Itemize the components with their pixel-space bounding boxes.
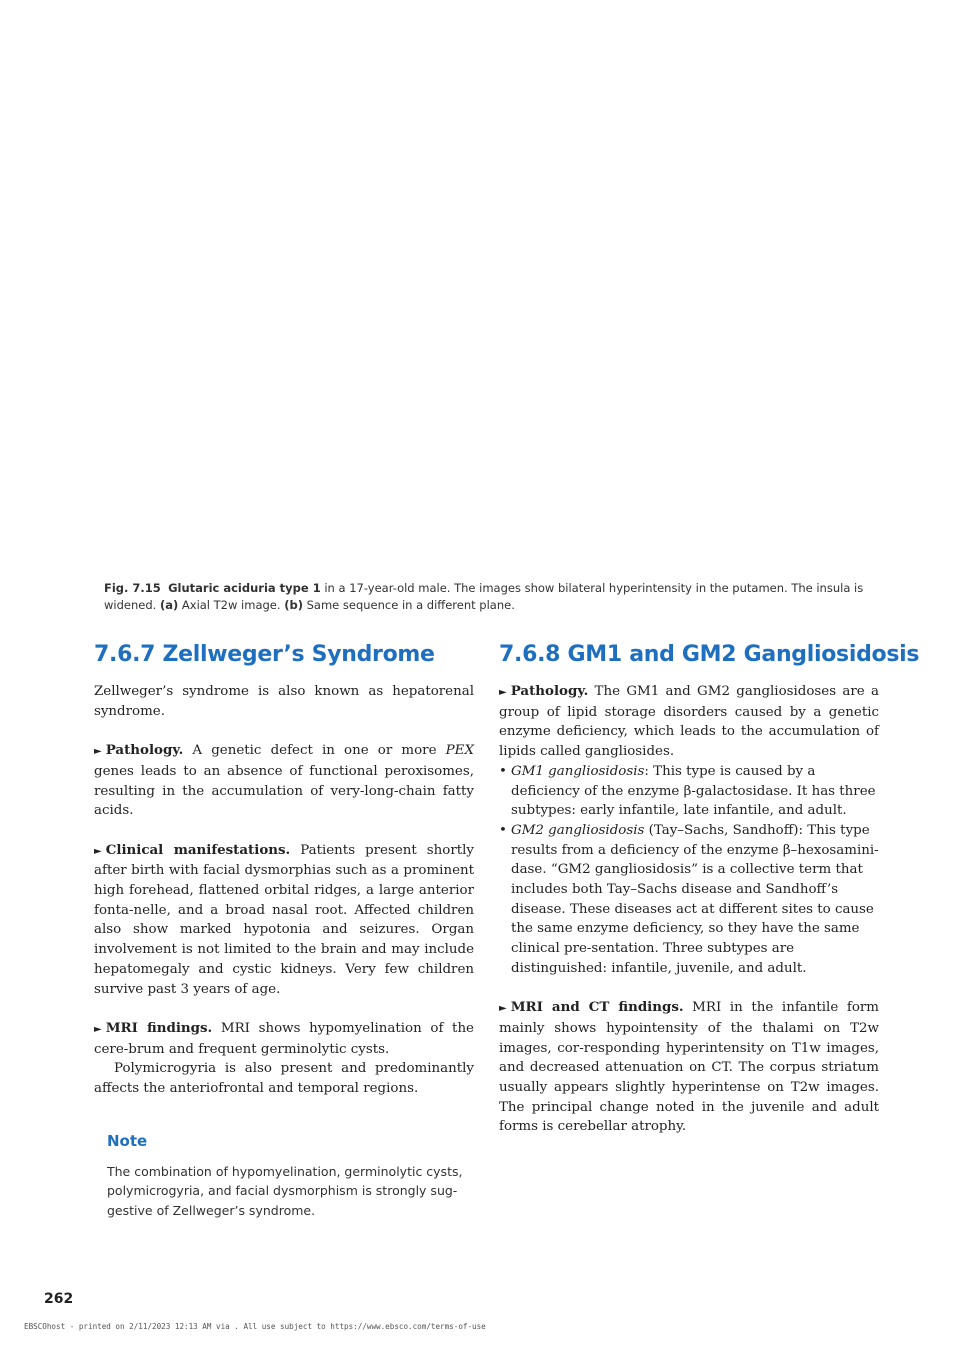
caption-label-b: (b) (284, 598, 303, 612)
note-body: The combination of hypomyelination, germinolytic cysts, polymicrogyria, and facial dysmorphism is strongly sug-gestive of Zellweger’s syndrome. (107, 1163, 463, 1218)
caption-text: in a 17-year-old male. The images show bilateral hyperintensity in the putamen. The insula is widened. (104, 581, 864, 612)
section-heading-zellweger: 7.6.7 Zellweger’s Syndrome (94, 642, 435, 667)
arrow-icon: ► (499, 687, 507, 698)
footer-notice: EBSCOhost - printed on 2/11/2023 12:13 AM via . All use subject to https://www.ebsco.com/terms-of-use (24, 1322, 486, 1331)
arrow-icon: ► (94, 1023, 102, 1035)
zellweger-mri: ► MRI findings. MRI shows hypomyelination of the cere-brum and frequent germinolytic cysts. (94, 1019, 474, 1057)
page-number: 262 (44, 1291, 74, 1307)
bullet-icon: • (499, 763, 507, 779)
clinical-label: Clinical manifestations. (105, 841, 291, 858)
list-item: • GM1 gangliosidosis: This type is caused by a deficiency of the enzyme β-galactosidase. It has three subtypes: early infantile, late infantile, and adult. (499, 763, 876, 819)
pex-gene: PEX (445, 743, 474, 759)
mri-ct-label: MRI and CT findings. (510, 999, 684, 1016)
bullet-icon: • (499, 822, 507, 838)
zellweger-intro: Zellweger’s syndrome is also known as hepatorenal syndrome. (94, 684, 474, 719)
arrow-icon: ► (94, 746, 102, 758)
mri-label: MRI findings. (105, 1019, 213, 1036)
note-box (94, 1130, 474, 1221)
caption-text-b: Same sequence in a different plane. (302, 598, 515, 612)
caption-text-a: Axial T2w image. (178, 598, 285, 612)
arrow-icon: ► (499, 1003, 507, 1015)
caption-title: Glutaric aciduria type 1 (168, 581, 321, 595)
figure-area (94, 40, 880, 570)
right-column (499, 640, 920, 1137)
gangliosidosis-pathology: ► Pathology. The GM1 and GM2 gangliosidoses are a group of lipid storage disorders caused by a genetic enzyme deficiency, which leads to the accumulation of lipids called gangliosides. (499, 683, 879, 760)
zellweger-clinical: ► Clinical manifestations. Patients present shortly after birth with facial dysmorphias such as a prominent high forehead, flattened orbital ridges, a large anterior fonta-nelle, and a broad nasal root. Affected children also show marked hypotonia and seizures. Organ involvement is not limited to the brain and may include hepatomegaly and cystic kidneys. Very few children survive past 3 years of age. (94, 841, 474, 997)
zellweger-mri-continued: Polymicrogyria is also present and predominantly affects the anteriofrontal and temporal regions. (94, 1061, 474, 1097)
section-heading-gangliosidosis: 7.6.8 GM1 and GM2 Gangliosidosis (499, 642, 920, 667)
subtype-list (499, 762, 879, 979)
left-column (94, 640, 474, 1220)
zellweger-pathology: ► Pathology. A genetic defect in one or more PEX genes leads to an absence of functional peroxisomes, resulting in the accumulation of very-long-chain fatty acids. (94, 742, 474, 819)
gangliosidosis-mri: ► MRI and CT findings. MRI in the infantile form mainly shows hypointensity of the thalami on T2w images, cor-responding hyperintensity on T1w images, and decreased attenuation on CT. The corpus striatum usually appears slightly hyperintense on T2w images. The principal change noted in the juvenile and adult forms is cerebellar atrophy. (499, 999, 879, 1135)
list-item: • GM2 gangliosidosis (Tay–Sachs, Sandhoff): This type results from a deficiency of the enzyme β–hexosamini-dase. “GM2 gangliosidosis” is a collective term that includes both Tay–Sachs disease and Sandhoff’s disease. These diseases act at different sites to cause the same enzyme deficiency, so they have the same clinical pre-sentation. Three subtypes are distinguished: infantile, juvenile, and adult. (499, 822, 879, 976)
figure-caption (104, 580, 864, 614)
note-title: Note (107, 1131, 148, 1150)
caption-label: Fig. 7.15 (104, 581, 161, 595)
caption-label-a: (a) (159, 598, 179, 612)
pathology-label: Pathology. (510, 683, 589, 699)
arrow-icon: ► (94, 845, 102, 857)
pathology-label: Pathology. (105, 742, 184, 759)
